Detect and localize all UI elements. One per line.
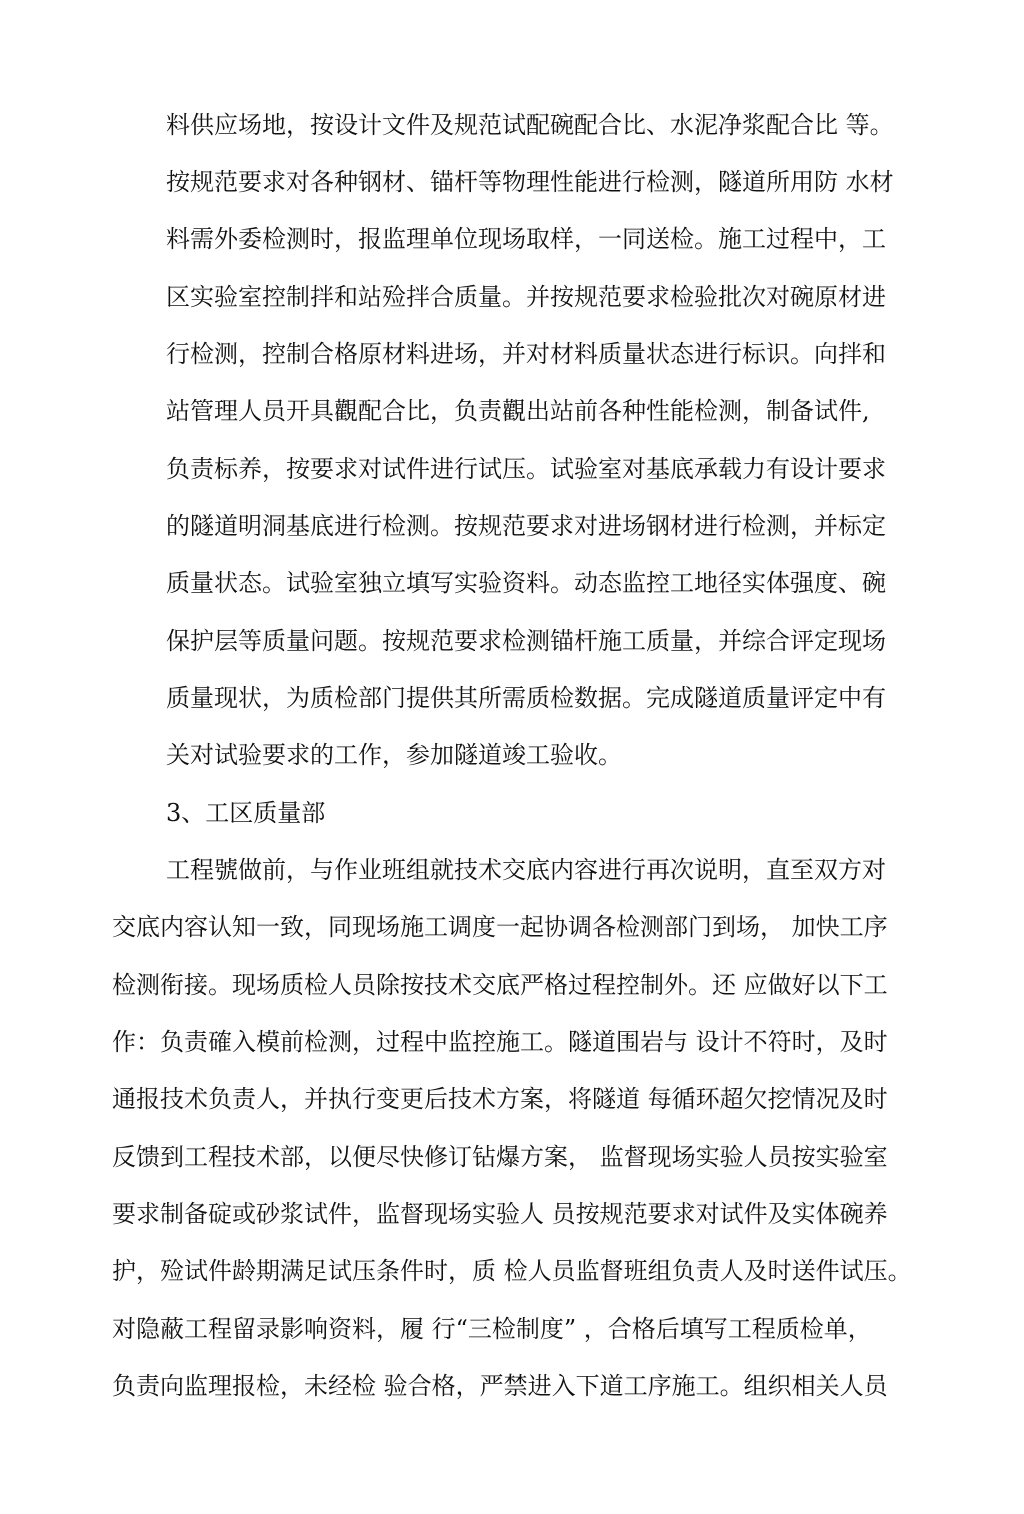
text-line-20: 要求制备碇或砂浆试件，监督现场实验人 员按规范要求对试件及实体碗养 (112, 1200, 888, 1228)
text-line-12: 关对试验要求的工作，参加隧道竣工验收。 (166, 741, 622, 769)
text-line-4: 区实验室控制拌和站殓拌合质量。并按规范要求检验批次对碗原材进 (166, 283, 886, 311)
text-line-6: 站管理人员开具觀配合比，负责觀出站前各种性能检测，制备试件, (166, 397, 870, 425)
text-line-2: 按规范要求对各种钢材、锚杆等物理性能进行检测，隧道所用防 水材 (166, 168, 894, 196)
section-heading: 3、工区质量部 (166, 799, 326, 827)
text-line-14: 工程號做前，与作业班组就技术交底内容进行再次说明，直至双方对 (166, 856, 886, 884)
text-line-18: 通报技术负责人，并执行变更后技术方案，将隧道 每循环超欠挖情况及时 (112, 1085, 888, 1113)
text-line-7: 负责标养，按要求对试件进行试压。试验室对基底承载力有设计要求 (166, 455, 886, 483)
text-line-1: 料供应场地，按设计文件及规范试配碗配合比、水泥净浆配合比 等。 (166, 111, 894, 139)
text-line-16: 检测衔接。现场质检人员除按技术交底严格过程控制外。还 应做好以下工 (112, 971, 888, 999)
text-line-11: 质量现状，为质检部门提供其所需质检数据。完成隧道质量评定中有 (166, 684, 886, 712)
text-line-10: 保护层等质量问题。按规范要求检测锚杆施工质量，并综合评定现场 (166, 627, 886, 655)
text-line-9: 质量状态。试验室独立填写实验资料。动态监控工地径实体强度、碗 (166, 569, 886, 597)
text-line-15: 交底内容认知一致，同现场施工调度一起协调各检测部门到场， 加快工序 (112, 913, 888, 941)
text-line-3: 料需外委检测时，报监理单位现场取样，一同送检。施工过程中，工 (166, 225, 886, 253)
text-line-19: 反馈到工程技术部，以便尽快修订钻爆方案， 监督现场实验人员按实验室 (112, 1143, 888, 1171)
text-line-5: 行检测，控制合格原材料进场，并对材料质量状态进行标识。向拌和 (166, 340, 886, 368)
text-line-23: 负责向监理报检，未经检 验合格，严禁进入下道工序施工。组织相关人员 (112, 1372, 888, 1400)
text-line-21: 护，殓试件龄期满足试压条件时，质 检人员监督班组负责人及时送件试压。 (112, 1257, 912, 1285)
text-line-22: 对隐蔽工程留录影响资料，履 行“三检制度” ，合格后填写工程质检单， (112, 1315, 872, 1343)
text-line-8: 的隧道明洞基底进行检测。按规范要求对进场钢材进行检测，并标定 (166, 512, 886, 540)
text-line-17: 作：负责確入模前检测，过程中监控施工。隧道围岩与 设计不符时，及时 (112, 1028, 888, 1056)
